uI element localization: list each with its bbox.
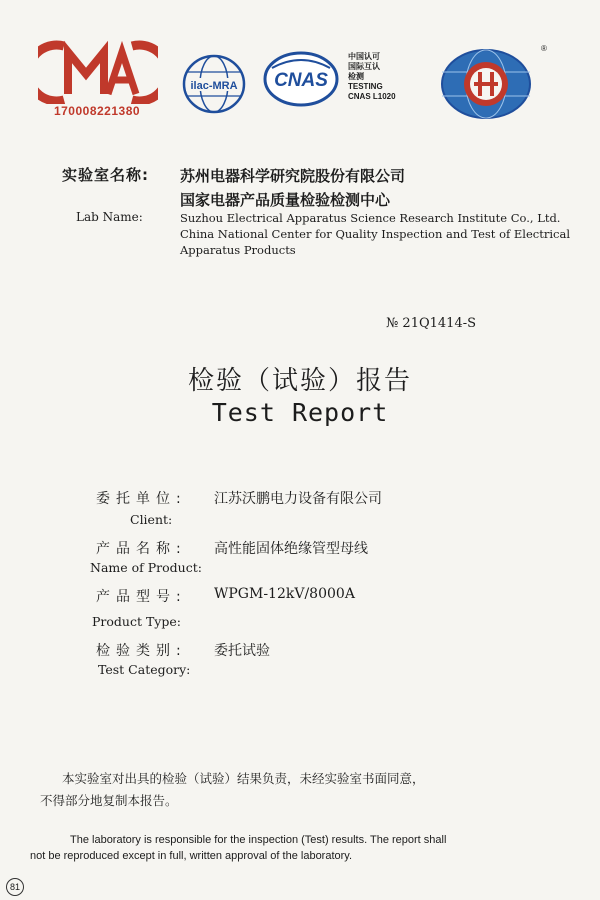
disclaimer-en xyxy=(30,832,575,864)
lab-name-en xyxy=(180,210,580,258)
globe-graphic xyxy=(436,46,536,122)
corner-stamp-mark: 81 xyxy=(6,878,24,896)
disclaimer-en-line: The laboratory is responsible for the inspection (Test) results. The report shall xyxy=(70,834,447,846)
client-label-cn: 委托单位: xyxy=(96,491,187,507)
lab-name-en-line: China National Center for Quality Inspection and Test of Electrical xyxy=(180,227,570,241)
product-type-value: WPGM-12kV/8000A xyxy=(214,586,355,602)
lab-name-label-en: Lab Name: xyxy=(76,210,143,224)
disclaimer-en-line: not be reproduced except in full, written approval of the laboratory. xyxy=(30,850,353,862)
lab-name-cn xyxy=(180,164,405,212)
product-name-label-cn: 产品名称: xyxy=(96,541,187,557)
test-category-label-cn: 检验类别: xyxy=(96,643,187,659)
lab-name-en-line: Suzhou Electrical Apparatus Science Research Institute Co., Ltd. xyxy=(180,211,561,225)
institute-globe-logo xyxy=(436,46,536,122)
cma-code: 170008221380 xyxy=(53,104,141,118)
disclaimer-cn-line: 本实验室对出具的检验（试验）结果负责，未经实验室书面同意， xyxy=(62,771,425,786)
report-number: № 21Q1414-S xyxy=(386,316,477,331)
cnas-line: 检测 xyxy=(348,72,364,81)
cnas-logo-graphic xyxy=(262,50,340,108)
cma-logo-graphic xyxy=(38,40,158,104)
product-type-label-en: Product Type: xyxy=(92,614,181,629)
lab-name-cn-line: 国家电器产品质量检验检测中心 xyxy=(180,191,391,209)
cnas-line: CNAS L1020 xyxy=(348,92,396,101)
ilac-text: ilac-MRA xyxy=(190,80,238,92)
cnas-line: 中国认可 xyxy=(348,52,380,61)
cnas-logo xyxy=(262,50,340,108)
product-name-value: 高性能固体绝缘管型母线 xyxy=(214,541,368,557)
test-category-label-en: Test Category: xyxy=(98,662,191,677)
cnas-accreditation-text xyxy=(348,52,428,102)
cnas-line: TESTING xyxy=(348,82,383,91)
report-title-cn: 检验（试验）报告 xyxy=(187,366,412,396)
lab-name-en-line: Apparatus Products xyxy=(180,243,296,257)
test-category-value: 委托试验 xyxy=(214,643,270,659)
ilac-globe-graphic xyxy=(178,52,250,116)
product-type-label-cn: 产品型号: xyxy=(96,589,187,605)
client-value: 江苏沃鹏电力设备有限公司 xyxy=(214,491,382,507)
cma-logo xyxy=(38,40,158,122)
client-label-en: Client: xyxy=(130,512,173,527)
report-title-en: Test Report xyxy=(211,398,389,427)
cnas-text: CNAS xyxy=(274,70,328,91)
ilac-mra-logo xyxy=(178,52,250,116)
registered-mark: ® xyxy=(541,44,547,53)
disclaimer-cn-line: 不得部分地复制本报告。 xyxy=(40,793,178,808)
disclaimer-cn xyxy=(40,768,560,812)
cnas-line: 国际互认 xyxy=(348,62,380,71)
lab-name-cn-line: 苏州电器科学研究院股份有限公司 xyxy=(180,167,406,185)
lab-name-label-cn: 实验室名称: xyxy=(62,166,149,184)
product-name-label-en: Name of Product: xyxy=(90,560,202,575)
